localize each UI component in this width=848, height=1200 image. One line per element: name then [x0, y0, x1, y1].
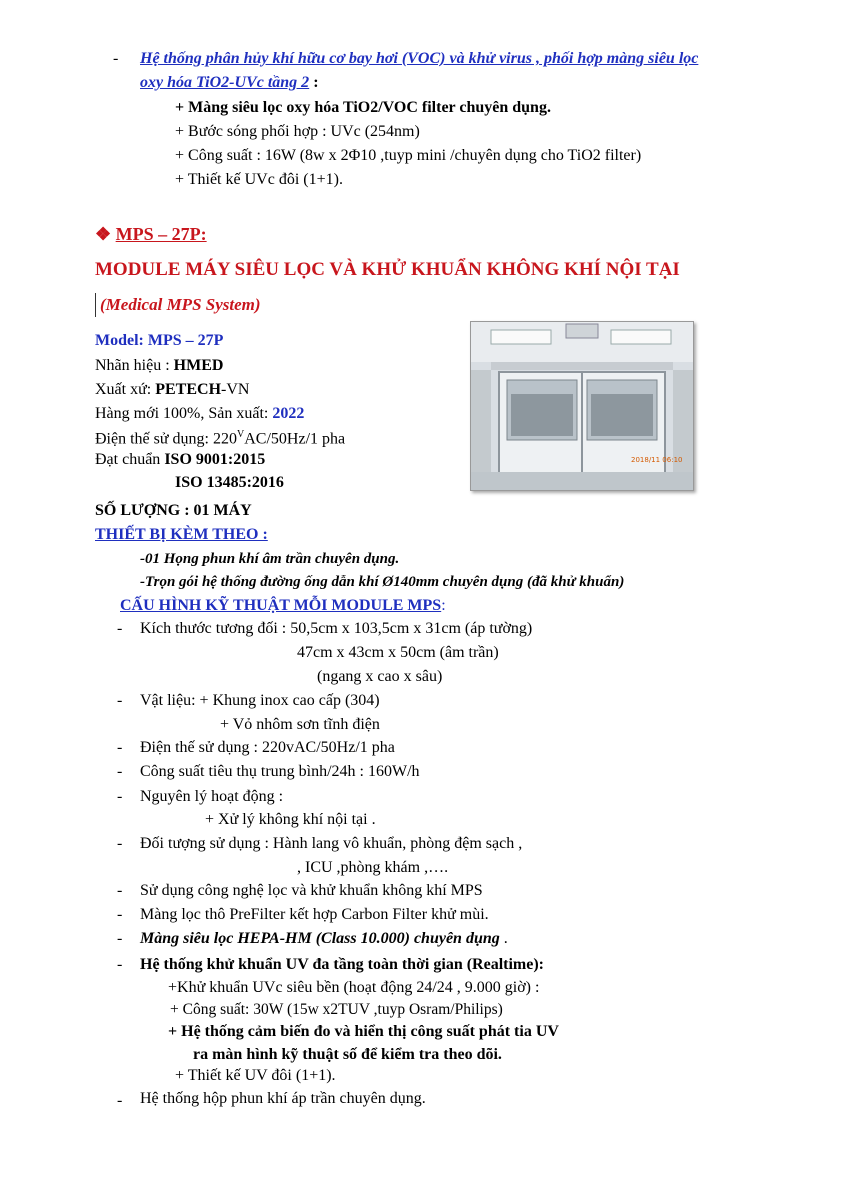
bullet-dash: - — [117, 835, 123, 852]
bullet-dash: - — [117, 956, 123, 973]
origin-rest: -VN — [221, 381, 250, 398]
model-line: Model: MPS – 27P — [95, 332, 224, 349]
uv-line-5: + Thiết kế UV đôi (1+1). — [175, 1067, 336, 1084]
target-line-2: , ICU ,phòng khám ,…. — [297, 859, 449, 876]
brand-value: HMED — [173, 357, 224, 374]
hepa-tail: . — [499, 930, 508, 947]
origin-line — [95, 381, 249, 399]
bullet-dash: - — [117, 763, 123, 780]
brand-label: Nhãn hiệu : — [95, 357, 174, 374]
config-title: CẤU HÌNH KỸ THUẬT MỖI MODULE MPS — [120, 597, 442, 614]
bullet-dash: - — [117, 739, 123, 756]
bullet-dash: - — [117, 788, 123, 805]
voc-heading: Hệ thống phân hủy khí hữu cơ bay hơi (VOC) và khử virus , phối hợp màng siêu lọc — [140, 50, 699, 67]
accessory-item: -Trọn gói hệ thống đường ống dẫn khí Ø140mm chuyên dụng (đã khử khuẩn) — [140, 574, 625, 590]
origin-label: Xuất xứ: — [95, 381, 156, 398]
bullet-dash: - — [117, 692, 123, 709]
principle-line-2: + Xử lý không khí nội tại . — [205, 811, 376, 828]
voc-heading-line2 — [140, 74, 319, 92]
new-label: Hàng mới 100%, Sản xuất: — [95, 405, 273, 422]
bullet-dash: - — [117, 1092, 123, 1109]
voc-heading-2: oxy hóa TiO2-UVc tầng 2 — [140, 74, 310, 91]
voltage-spec: Điện thế sử dụng : 220vAC/50Hz/1 pha — [140, 739, 395, 756]
tech-line: Sử dụng công nghệ lọc và khử khuẩn không khí MPS — [140, 882, 483, 899]
brand-line — [95, 357, 223, 375]
standard-line — [95, 451, 265, 469]
voc-item: + Màng siêu lọc oxy hóa TiO2/VOC filter chuyên dụng. — [175, 99, 551, 116]
section-subtitle: (Medical MPS System) — [100, 295, 261, 314]
uv-title: Hệ thống khử khuẩn UV đa tầng toàn thời gian (Realtime): — [140, 956, 544, 973]
accessory-item: -01 Họng phun khí âm trần chuyên dụng. — [140, 551, 400, 567]
bullet-dash: - — [117, 930, 123, 947]
bullet-dash: - — [117, 882, 123, 899]
uv-line-2: + Công suất: 30W (15w x2TUV ,tuyp Osram/Philips) — [170, 1001, 503, 1018]
uv-line-1: +Khử khuẩn UVc siêu bền (hoạt động 24/24 , 9.000 giờ) : — [168, 979, 540, 996]
voltage-pre: Điện thế sử dụng: 220 — [95, 430, 237, 448]
target-line-1: Đối tượng sử dụng : Hành lang vô khuẩn, phòng đệm sạch , — [140, 835, 523, 852]
size-line-3: (ngang x cao x sâu) — [317, 668, 443, 685]
size-line-1: Kích thước tương đối : 50,5cm x 103,5cm x 31cm (áp tường) — [140, 620, 533, 637]
prefilter-line: Màng lọc thô PreFilter kết hợp Carbon Filter khử mùi. — [140, 906, 489, 923]
size-line-2: 47cm x 43cm x 50cm (âm trần) — [297, 644, 499, 661]
hepa-line — [140, 930, 508, 948]
photo-timestamp: 2018/11 06:10 — [631, 456, 683, 464]
hepa-text: Màng siêu lọc HEPA-HM (Class 10.000) chuyên dụng — [140, 930, 500, 947]
bullet-dash: - — [117, 620, 123, 637]
uv-line-4: ra màn hình kỹ thuật số để kiểm tra theo dõi. — [193, 1046, 502, 1063]
product-photo — [470, 321, 694, 491]
voltage-line — [95, 429, 345, 448]
quantity-line: SỐ LƯỢNG : 01 MÁY — [95, 502, 252, 519]
voc-item: + Bước sóng phối hợp : UVc (254nm) — [175, 123, 420, 140]
origin-bold: PETECH — [155, 381, 222, 398]
cursor-bar — [95, 293, 96, 317]
last-line: Hệ thống hộp phun khí áp trần chuyên dụng. — [140, 1090, 426, 1107]
section-code — [95, 224, 207, 245]
config-title-tail: : — [441, 597, 446, 614]
power-spec: Công suất tiêu thụ trung bình/24h : 160W/h — [140, 763, 420, 780]
section-title: MODULE MÁY SIÊU LỌC VÀ KHỬ KHUẨN KHÔNG KHÍ NỘI TẠI — [95, 259, 680, 280]
model-code: MPS – 27P: — [115, 224, 207, 244]
voc-item: + Thiết kế UVc đôi (1+1). — [175, 171, 343, 188]
voltage-post: AC/50Hz/1 pha — [244, 430, 346, 448]
standard-label: Đạt chuẩn — [95, 451, 165, 468]
material-line-1: Vật liệu: + Khung inox cao cấp (304) — [140, 692, 380, 709]
voc-item: + Công suất : 16W (8w x 2Φ10 ,tuyp mini /chuyên dụng cho TiO2 filter) — [175, 147, 642, 164]
year-value: 2022 — [272, 405, 305, 422]
room-illustration — [471, 322, 693, 490]
bullet-dash: - — [117, 906, 123, 923]
material-line-2: + Vỏ nhôm sơn tĩnh điện — [220, 716, 380, 733]
principle-line: Nguyên lý hoạt động : — [140, 788, 284, 805]
voltage-sup: V — [237, 429, 245, 440]
config-title-line — [120, 597, 446, 615]
new-line — [95, 405, 304, 423]
accessories-title: THIẾT BỊ KÈM THEO : — [95, 526, 268, 543]
uv-line-3: + Hệ thống cảm biến đo và hiển thị công suất phát tia UV — [168, 1023, 559, 1040]
iso-1: ISO 9001:2015 — [164, 451, 266, 468]
diamond-icon: ❖ — [95, 224, 112, 244]
voc-heading-tail: : — [309, 74, 319, 91]
iso-2: ISO 13485:2016 — [175, 474, 284, 491]
dash-marker: - — [113, 50, 119, 67]
